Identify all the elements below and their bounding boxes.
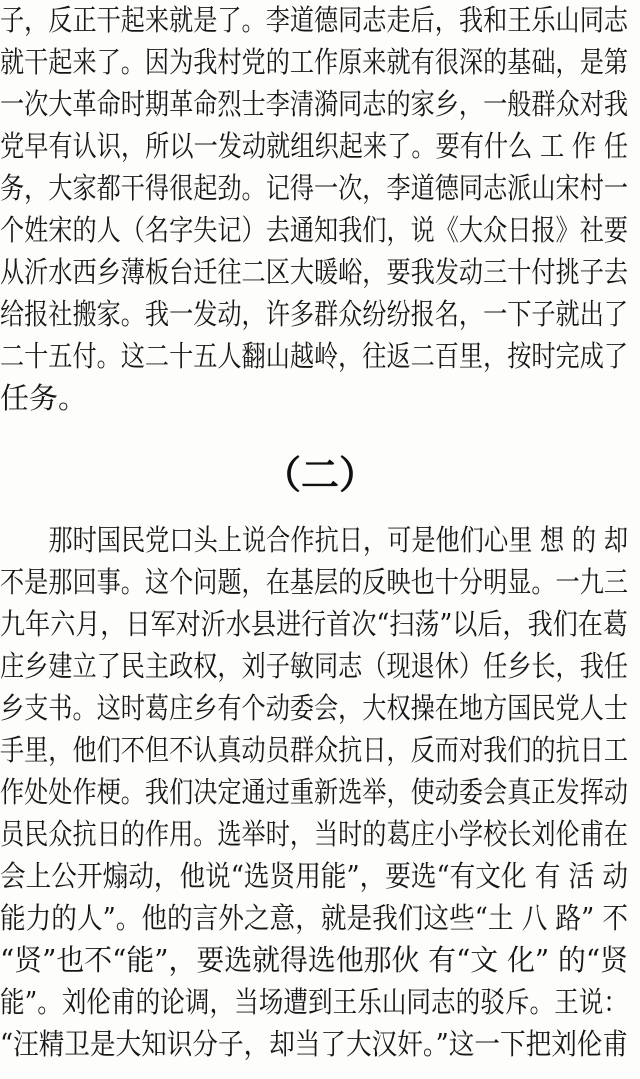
text-line-content: 就干起来了。因为我村党的工作原来就有很深的基础，是第 — [0, 45, 629, 79]
text-line-content: 能力的人”。他的言外之意，就是我们这些“土 八 路” 不 — [0, 901, 628, 935]
text-line — [0, 252, 640, 292]
text-line-content: “贤”也不“能”，要选就得选他那伙 有“文 化” 的“贤 — [0, 943, 629, 977]
section-heading: （二） — [262, 452, 377, 497]
text-line — [0, 84, 640, 124]
text-line-content: 乡支书。这时葛庄乡有个动委会，大权操在地方国民党人士 — [0, 691, 629, 725]
text-line-content: 务，大家都干得很起劲。记得一次，李道德同志派山宋村一 — [0, 171, 629, 205]
text-line — [0, 0, 640, 40]
text-line-content: 不是那回事。这个问题，在基层的反映也十分明显。一九三 — [0, 565, 629, 599]
text-line-content: 会上公开煽动，他说“选贤用能”，要选“有文化 有 活 动 — [0, 859, 628, 893]
text-line-content: 任务。 — [0, 381, 88, 415]
text-line — [0, 982, 640, 1022]
text-line-content: 那时国民党口头上说合作抗日，可是他们心里 想 的 却 — [0, 523, 629, 557]
text-line-content: 个姓宋的人（名字失记）去通知我们，说《大众日报》社要 — [0, 213, 629, 247]
text-line — [0, 940, 640, 980]
text-line — [0, 730, 640, 770]
text-line-content: 二十五付。这二十五人翻山越岭，往返二百里，按时完成了 — [0, 339, 629, 373]
text-line — [0, 42, 640, 82]
text-line — [0, 378, 640, 418]
text-line — [0, 294, 640, 334]
text-line-content: 一次大革命时期革命烈士李清漪同志的家乡，一般群众对我 — [0, 87, 629, 121]
text-line — [0, 1024, 640, 1064]
text-line-content: 庄乡建立了民主政权，刘子敏同志（现退休）任乡长，我任 — [0, 649, 629, 683]
text-line-content: 员民众抗日的作用。选举时，当时的葛庄小学校长刘伦甫在 — [0, 817, 629, 851]
text-line — [0, 688, 640, 728]
text-line-content: 党早有认识，所以一发动就组织起来了。要有什么 工 作 任 — [0, 129, 629, 163]
text-line-content: “汪精卫是大知识分子，却当了大汉奸。”这一下把刘伦甫 — [0, 1027, 629, 1061]
text-line — [0, 772, 640, 812]
text-line-content: 手里，他们不但不认真动员群众抗日，反而对我们的抗日工 — [0, 733, 629, 767]
text-line — [0, 856, 640, 896]
text-line — [0, 168, 640, 208]
text-line-content: 子，反正干起来就是了。李道德同志走后，我和王乐山同志 — [0, 3, 629, 37]
text-line — [0, 814, 640, 854]
text-line — [0, 646, 640, 686]
text-line — [0, 336, 640, 376]
text-line — [0, 604, 640, 644]
text-line-content: 给报社搬家。我一发动，许多群众纷纷报名，一下子就出了 — [0, 297, 629, 331]
text-line-content: 九年六月，日军对沂水县进行首次“扫荡”以后，我们在葛 — [0, 607, 628, 641]
text-line — [0, 898, 640, 938]
text-line — [0, 562, 640, 602]
text-line — [0, 126, 640, 166]
text-line — [0, 520, 640, 560]
text-line-content: 能”。刘伦甫的论调，当场遭到王乐山同志的驳斥。王说： — [0, 985, 628, 1019]
text-line — [0, 210, 640, 250]
text-line-content: 从沂水西乡薄板台迁往二区大暖峪，要我发动三十付挑子去 — [0, 255, 629, 289]
text-line-content: 作处处作梗。我们决定通过重新选举，使动委会真正发挥动 — [0, 775, 629, 809]
